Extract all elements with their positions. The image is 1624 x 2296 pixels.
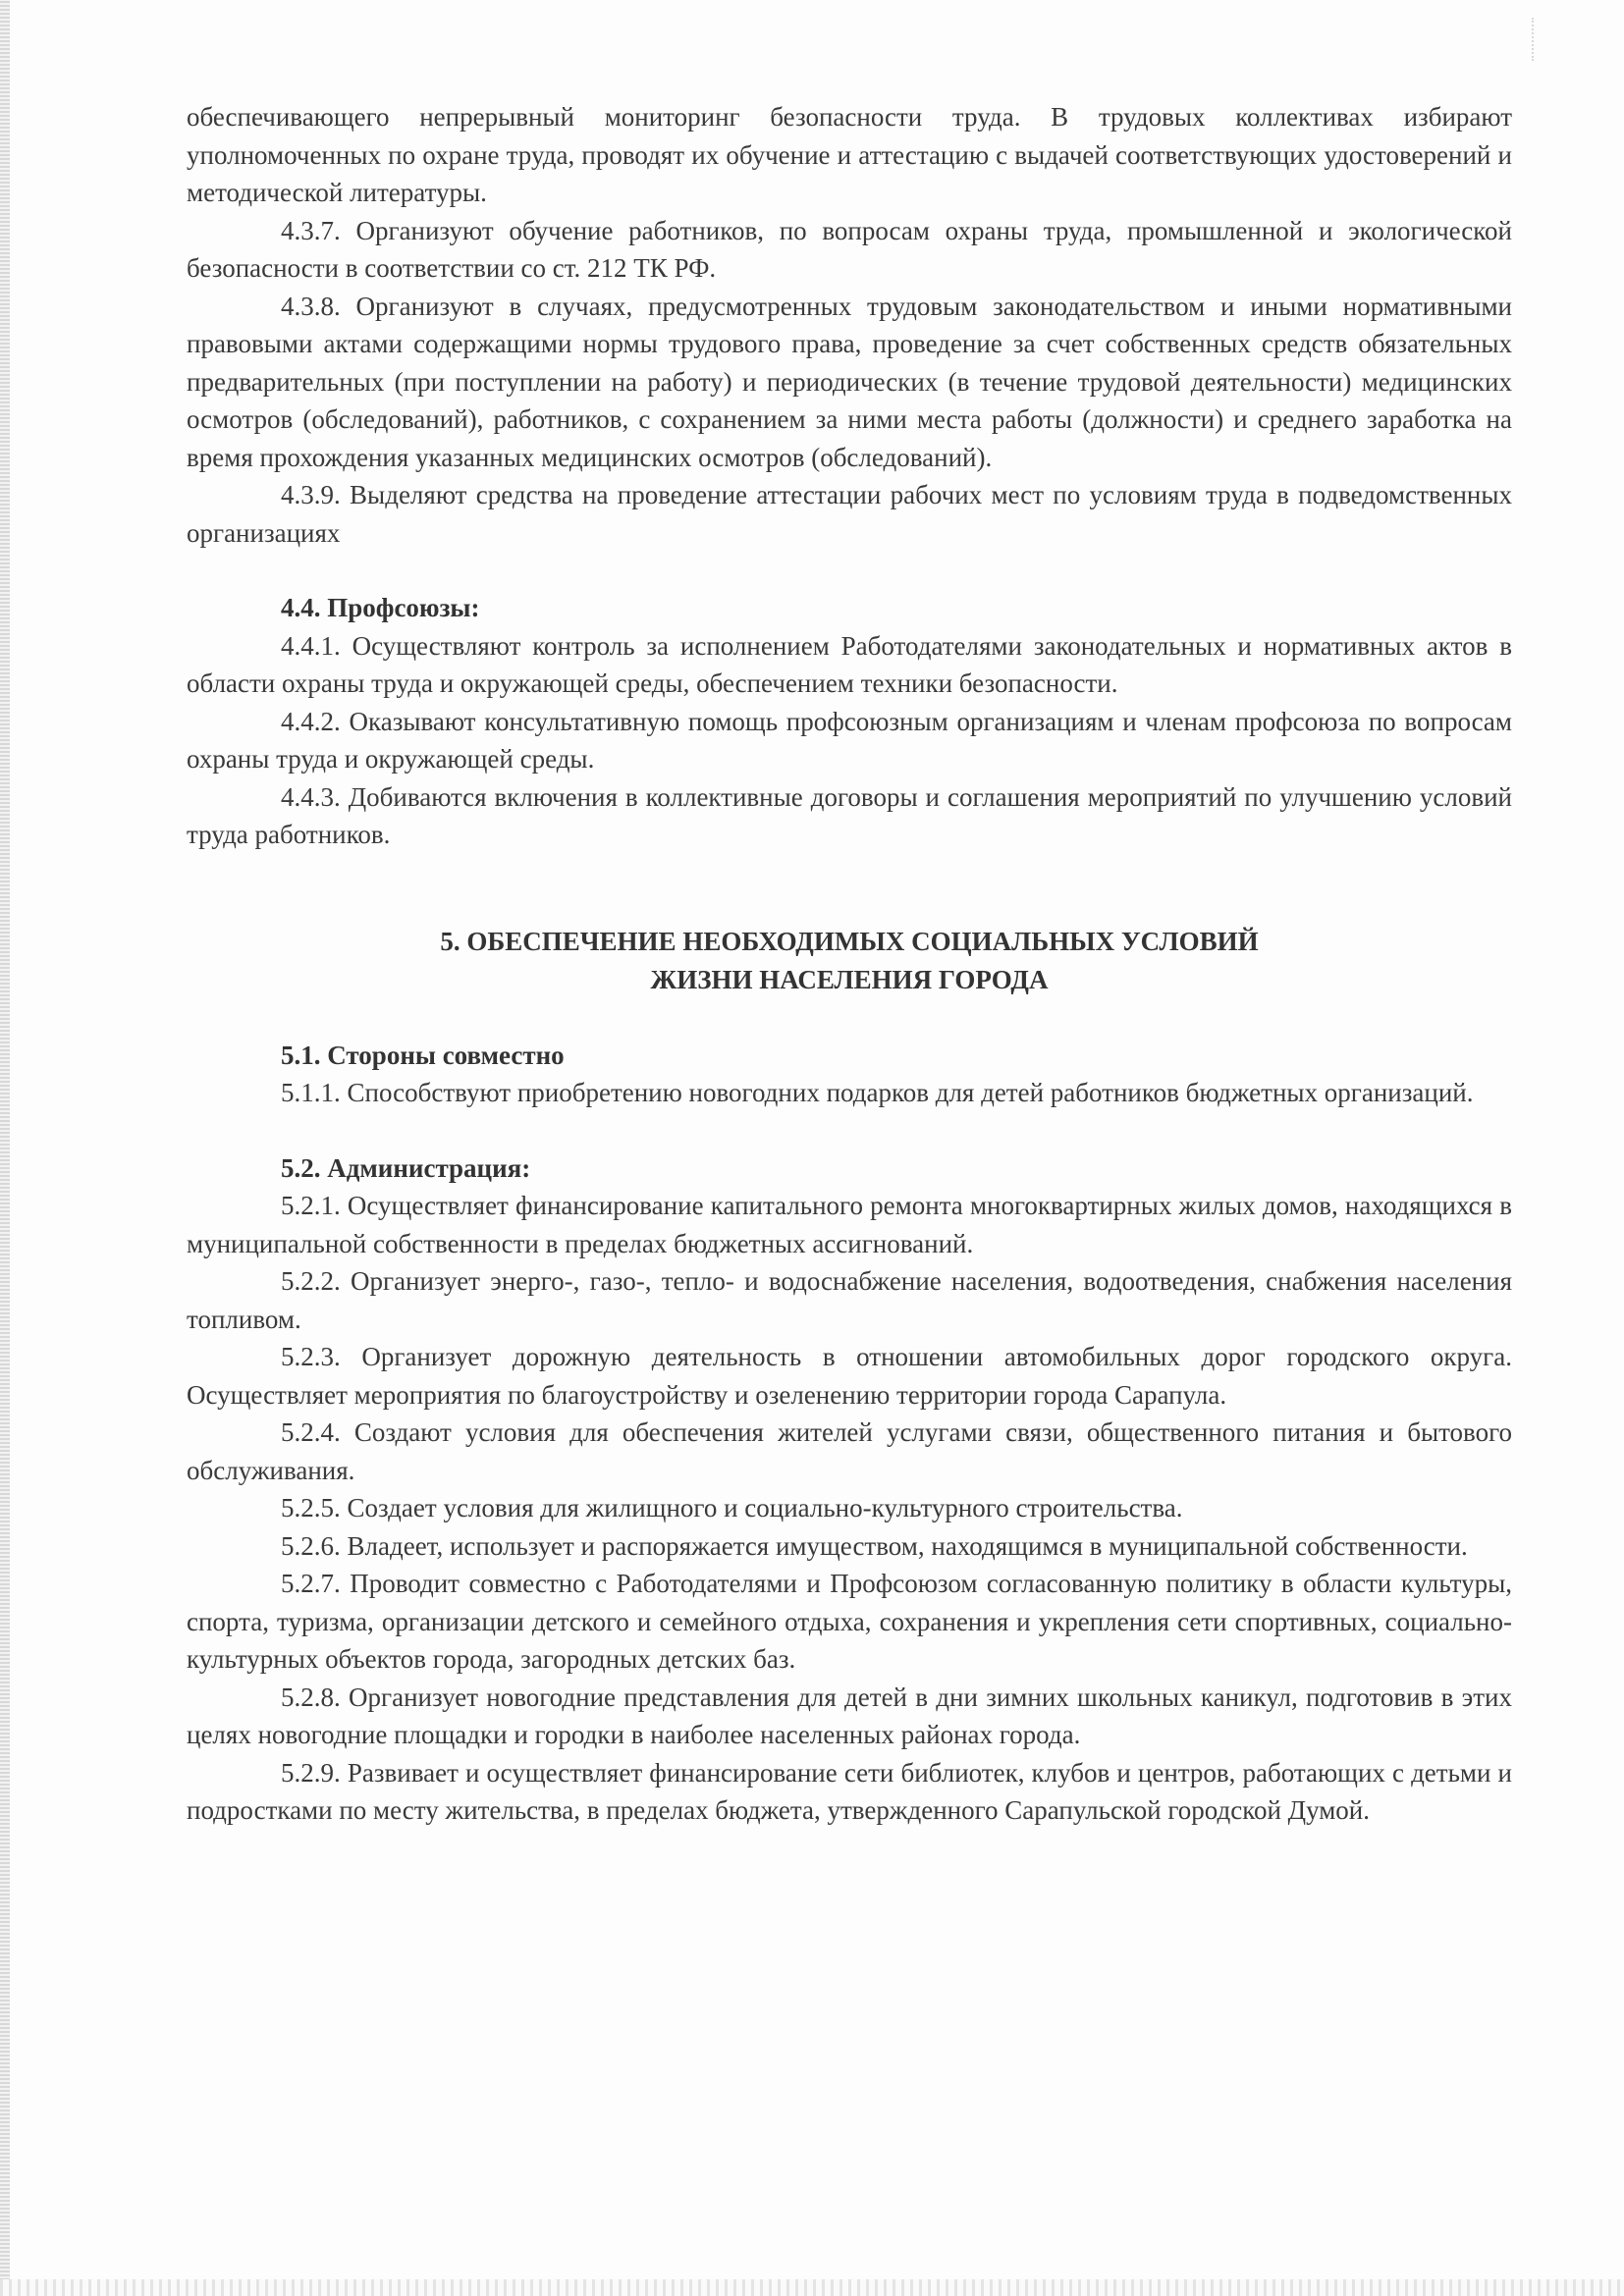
paragraph-4-4-1: 4.4.1. Осуществляют контроль за исполнением Работодателями законодательных и нормативных актов в области охраны труда и окружающей среды, обеспечением техники безопасности. [187,630,1512,698]
paragraph-4-3-8: 4.3.8. Организуют в случаях, предусмотренных трудовым законодательством и иными нормативными правовыми актами содержащими нормы трудового права, проведение за счет собственных средств обязательных предварительных (при поступлении на работу) и периодических (в течение трудовой деятельности) медицинских осмотров (обследований), работников, с сохранением за ними места работы (должности) и среднего заработка на время прохождения указанных медицинских осмотров (обследований). [187,291,1512,472]
scan-edge-left [0,0,10,2296]
paragraph-4-4-3: 4.4.3. Добиваются включения в коллективные договоры и соглашения мероприятий по улучшению условий труда работников. [187,781,1512,849]
paragraph-5-2-7: 5.2.7. Проводит совместно с Работодателями и Профсоюзом согласованную политику в области культуры, спорта, туризма, организации детского и семейного отдыха, сохранения и укрепления сети спортивных, социально-культурных объектов города, загородных детских баз. [187,1569,1512,1674]
spacer [187,999,1512,1037]
paragraph-continuation: обеспечивающего непрерывный мониторинг безопасности труда. В трудовых коллективах избирают уполномоченных по охране труда, проводят их обучение и аттестацию с выдачей соответствующих удостоверений и методической литературы. [187,102,1512,207]
heading-4-4: 4.4. Профсоюзы: [281,593,480,622]
paragraph-5-2-3: 5.2.3. Организует дорожную деятельность в отношении автомобильных дорог городского округа. Осуществляет мероприятия по благоустройству и озеленению территории города Сарапула. [187,1342,1512,1410]
spacer [187,854,1512,923]
section-5-title-line-2: ЖИЗНИ НАСЕЛЕНИЯ ГОРОДА [650,964,1049,994]
paragraph-5-2-8: 5.2.8. Организует новогодние представления для детей в дни зимних школьных каникул, подготовив в этих целях новогодние площадки и городки в наиболее населенных районах города. [187,1682,1512,1749]
paragraph-4-3-9: 4.3.9. Выделяют средства на проведение аттестации рабочих мест по условиям труда в подведомственных организациях [187,480,1512,548]
paragraph-5-2-4: 5.2.4. Создают условия для обеспечения жителей услугами связи, общественного питания и бытового обслуживания. [187,1417,1512,1485]
paragraph-5-1-1: 5.1.1. Способствуют приобретению новогодних подарков для детей работников бюджетных организаций. [281,1078,1474,1107]
paragraph-5-2-2: 5.2.2. Организует энерго-, газо-, тепло- и водоснабжение населения, водоотведения, снабжения населения топливом. [187,1266,1512,1334]
spacer [187,1112,1512,1149]
heading-5-1: 5.1. Стороны совместно [281,1040,565,1070]
heading-5-2: 5.2. Администрация: [281,1152,531,1183]
scan-artifact [1532,18,1559,61]
document-body [187,98,1512,1830]
spacer [187,552,1512,589]
paragraph-4-4-2: 4.4.2. Оказывают консультативную помощь профсоюзным организациям и членам профсоюза по вопросам охраны труда и окружающей среды. [187,706,1512,774]
scan-edge-bottom [0,2279,1624,2296]
paragraph-5-2-5: 5.2.5. Создает условия для жилищного и социально-культурного строительства. [281,1493,1183,1522]
paragraph-4-3-7: 4.3.7. Организуют обучение работников, по вопросам охраны труда, промышленной и экологической безопасности в соответствии со ст. 212 ТК РФ. [187,215,1512,283]
paragraph-5-2-9: 5.2.9. Развивает и осуществляет финансирование сети библиотек, клубов и центров, работающих с детьми и подростками по месту жительства, в пределах бюджета, утвержденного Сарапульской городской Думой. [187,1757,1512,1825]
paragraph-5-2-1: 5.2.1. Осуществляет финансирование капитального ремонта многоквартирных жилых домов, находящихся в муниципальной собственности в пределах бюджетных ассигнований. [187,1191,1512,1258]
paragraph-5-2-6: 5.2.6. Владеет, использует и распоряжается имуществом, находящимся в муниципальной собственности. [281,1530,1468,1561]
section-5-title-line-1: 5. ОБЕСПЕЧЕНИЕ НЕОБХОДИМЫХ СОЦИАЛЬНЫХ УСЛОВИЙ [440,926,1259,956]
